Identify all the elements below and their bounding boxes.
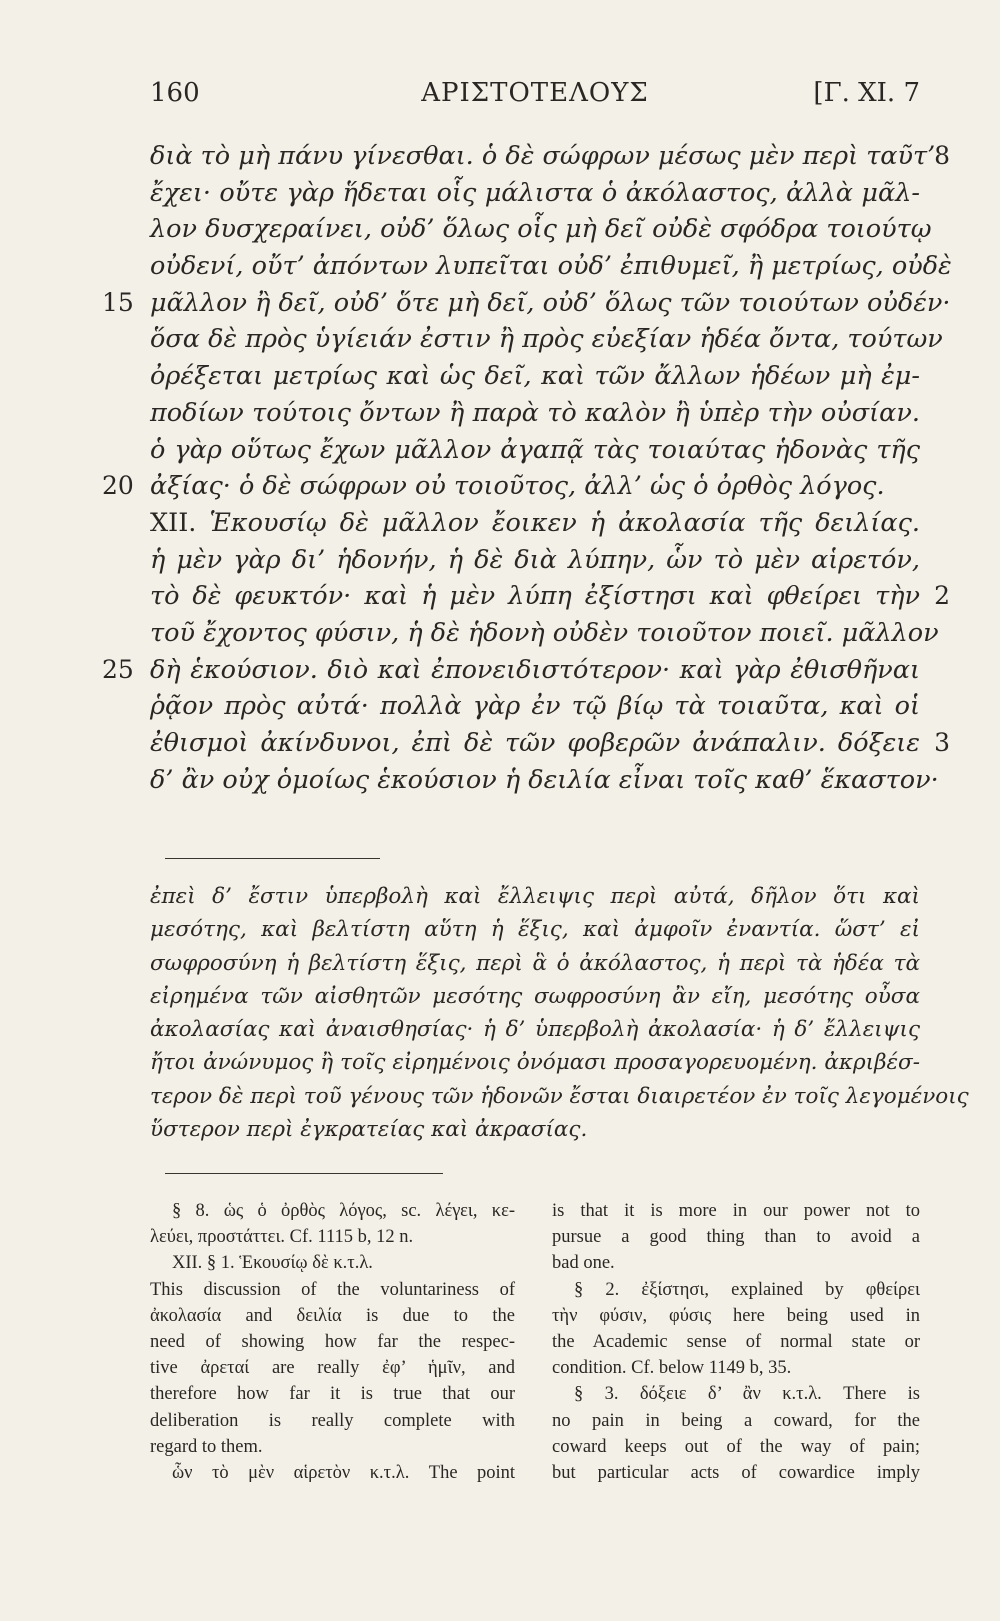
text-line: [150, 211, 932, 248]
text-line: [150, 321, 943, 358]
footnote-line: but particular acts of cowardice imply: [552, 1462, 920, 1483]
commentary-line: ἀκολασίας καὶ ἀναισθησίας· ἡ δ’ ὑπερβολὴ ἀκολασία· ἡ δ’ ἔλλειψις: [150, 1017, 920, 1043]
line-number: 15: [102, 287, 134, 317]
footnotes-right-column: [552, 1198, 920, 1486]
commentary-line: ἤτοι ἀνώνυμος ἢ τοῖς εἰρημένοις ὀνόμασι προσαγορευομένη. ἀκριβέσ-: [150, 1050, 920, 1076]
line-text: λον δυσχεραίνει, οὐδ’ ὅλως οἷς μὴ δεῖ οὐδὲ σφόδρα τοιούτῳ: [150, 214, 932, 245]
footnote-line: This discussion of the voluntariness of: [150, 1279, 515, 1300]
footnote-rule: [165, 1173, 443, 1174]
section-number: 2: [934, 581, 950, 611]
footnotes-left-column: [150, 1198, 515, 1486]
commentary-line: ὕστερον περὶ ἐγκρατείας καὶ ἀκρασίας.: [150, 1117, 588, 1143]
line-text: τὸ δὲ φευκτόν· καὶ ἡ μὲν λύπη ἐξίστησι καὶ φθείρει τὴν: [150, 581, 920, 612]
commentary-line: εἰρημένα τῶν αἰσθητῶν μεσότης σωφροσύνη ἂν εἴη, μεσότης οὖσα: [150, 983, 920, 1009]
footnote-line: regard to them.: [150, 1436, 263, 1457]
line-number: 20: [102, 471, 134, 501]
running-title: ΑΡΙΣΤΟΤΕΛΟΥΣ: [421, 78, 649, 108]
line-text: δ’ ἂν οὐχ ὁμοίως ἑκούσιον ἡ δειλία εἶναι τοῖς καθ’ ἕκαστον·: [150, 764, 939, 795]
commentary-line: τερον δὲ περὶ τοῦ γένους τῶν ἡδονῶν ἔσται διαιρετέον ἐν τοῖς λεγομένοις: [150, 1083, 969, 1109]
footnote-line: ὧν τὸ μὲν αἱρετὸν κ.τ.λ. The point: [172, 1462, 515, 1483]
line-text: ὅσα δὲ πρὸς ὑγίειάν ἐστιν ἢ πρὸς εὐεξίαν ἡδέα ὄντα, τούτων: [150, 324, 943, 355]
line-text: ῥᾷον πρὸς αὐτά· πολλὰ γὰρ ἐν τῷ βίῳ τὰ τοιαῦτα, καὶ οἱ: [150, 691, 920, 722]
line-text: μᾶλλον ἢ δεῖ, οὐδ’ ὅτε μὴ δεῖ, οὐδ’ ὅλως τῶν τοιούτων οὐδέν·: [150, 287, 951, 318]
footnote-line: § 3. δόξειε δ’ ἂν κ.τ.λ. There is: [574, 1384, 920, 1405]
line-text: ὁ γὰρ οὕτως ἔχων μᾶλλον ἀγαπᾷ τὰς τοιαύτας ἡδονὰς τῆς: [150, 434, 920, 465]
line-text: ἔχει· οὔτε γὰρ ἥδεται οἷς μάλιστα ὁ ἀκόλαστος, ἀλλὰ μᾶλ-: [150, 177, 920, 208]
text-line: [102, 285, 951, 322]
commentary-line: μεσότης, καὶ βελτίστη αὕτη ἡ ἕξις, καὶ ἀμφοῖν ἐναντία. ὥστ’ εἰ: [150, 917, 920, 943]
line-text: οὐδενί, οὔτ’ ἀπόντων λυπεῖται οὐδ’ ἐπιθυμεῖ, ἢ μετρίως, οὐδὲ: [150, 251, 952, 282]
text-line: [150, 688, 920, 725]
text-line: [150, 248, 952, 285]
commentary-line: σωφροσύνη ἡ βελτίστη ἕξις, περὶ ἃ ὁ ἀκόλαστος, ἡ περὶ τὰ ἡδέα τὰ: [150, 950, 920, 976]
footnote-line: λεύει, προστάττει. Cf. 1115 b, 12 n.: [150, 1227, 414, 1248]
footnote-line: § 2. ἐξίστησι, explained by φθείρει: [574, 1279, 920, 1300]
line-text: ἡ μὲν γὰρ δι’ ἡδονήν, ἡ δὲ διὰ λύπην, ὧν τὸ μὲν αἱρετόν,: [150, 544, 920, 575]
text-line: [150, 432, 920, 469]
footnote-line: pursue a good thing than to avoid a: [552, 1227, 920, 1248]
text-line: [150, 762, 939, 799]
line-number: 25: [102, 654, 134, 684]
footnote-line: coward keeps out of the way of pain;: [552, 1436, 920, 1457]
footnote-line: deliberation is really complete with: [150, 1410, 515, 1431]
footnote-line: the Academic sense of normal state or: [552, 1331, 920, 1352]
text-line: [150, 138, 950, 175]
text-line: [102, 468, 920, 505]
page-header: [150, 78, 920, 118]
footnote-line: need of showing how far the respec-: [150, 1331, 515, 1352]
footnote-line: bad one.: [552, 1253, 615, 1274]
section-number: 8: [934, 141, 950, 170]
text-line: [150, 395, 920, 432]
footnote-line: ἀκολασία and δειλία is due to the: [150, 1305, 515, 1326]
text-line: [150, 505, 920, 542]
footnote-line: no pain in being a coward, for the: [552, 1410, 920, 1431]
divider-rule: [165, 858, 380, 859]
footnote-line: therefore how far it is true that our: [150, 1384, 515, 1405]
footnote-line: tive ἀρεταί are really ἐφ’ ἡμῖν, and: [150, 1358, 515, 1379]
chapter-number: XII.: [150, 507, 197, 538]
line-text: ποδίων τούτοις ὄντων ἢ παρὰ τὸ καλὸν ἢ ὑπὲρ τὴν οὐσίαν.: [150, 397, 920, 428]
quoted-commentary-text: [150, 880, 969, 1146]
footnote-line: XII. § 1. Ἑκουσίῳ δὲ κ.τ.λ.: [172, 1253, 373, 1274]
page-number: 160: [150, 78, 200, 108]
line-text: ἀξίας· ὁ δὲ σώφρων οὐ τοιοῦτος, ἀλλ’ ὡς ὁ ὀρθὸς λόγος.: [150, 471, 885, 502]
text-line: [150, 615, 939, 652]
line-text: τοῦ ἔχοντος φύσιν, ἡ δὲ ἡδονὴ οὐδὲν τοιοῦτον ποιεῖ. μᾶλλον: [150, 617, 939, 648]
line-text: ὀρέξεται μετρίως καὶ ὡς δεῖ, καὶ τῶν ἄλλων ἡδέων μὴ ἐμ-: [150, 361, 920, 392]
line-text: διὰ τὸ μὴ πάνυ γίνεσθαι. ὁ δὲ σώφρων μέσως μὲν περὶ ταῦτ’: [150, 141, 936, 171]
section-number: 3: [934, 728, 950, 757]
footnote-line: condition. Cf. below 1149 b, 35.: [552, 1358, 792, 1379]
text-line: [102, 652, 920, 689]
line-text: ἐθισμοὶ ἀκίνδυνοι, ἐπὶ δὲ τῶν φοβερῶν ἀνάπαλιν. δόξειε: [150, 728, 920, 758]
text-line: [150, 542, 920, 579]
text-line: [150, 725, 950, 762]
footnote-line: is that it is more in our power not to: [552, 1201, 920, 1221]
main-greek-text: [102, 138, 952, 798]
text-line: [150, 578, 950, 615]
footnote-line: τὴν φύσιν, φύσις here being used in: [552, 1305, 920, 1326]
section-reference: [Γ. XI. 7: [813, 78, 920, 108]
footnote-line: § 8. ὡς ὁ ὀρθὸς λόγος, sc. λέγει, κε-: [172, 1201, 515, 1221]
text-line: [150, 175, 920, 212]
line-text: δὴ ἑκούσιον. διὸ καὶ ἐπονειδιστότερον· καὶ γὰρ ἐθισθῆναι: [150, 654, 920, 685]
text-line: [150, 358, 920, 395]
commentary-line: ἐπεὶ δ’ ἔστιν ὑπερβολὴ καὶ ἔλλειψις περὶ αὐτά, δῆλον ὅτι καὶ: [150, 884, 920, 909]
line-text: Ἑκουσίῳ δὲ μᾶλλον ἔοικεν ἡ ἀκολασία τῆς δειλίας.: [209, 507, 920, 538]
